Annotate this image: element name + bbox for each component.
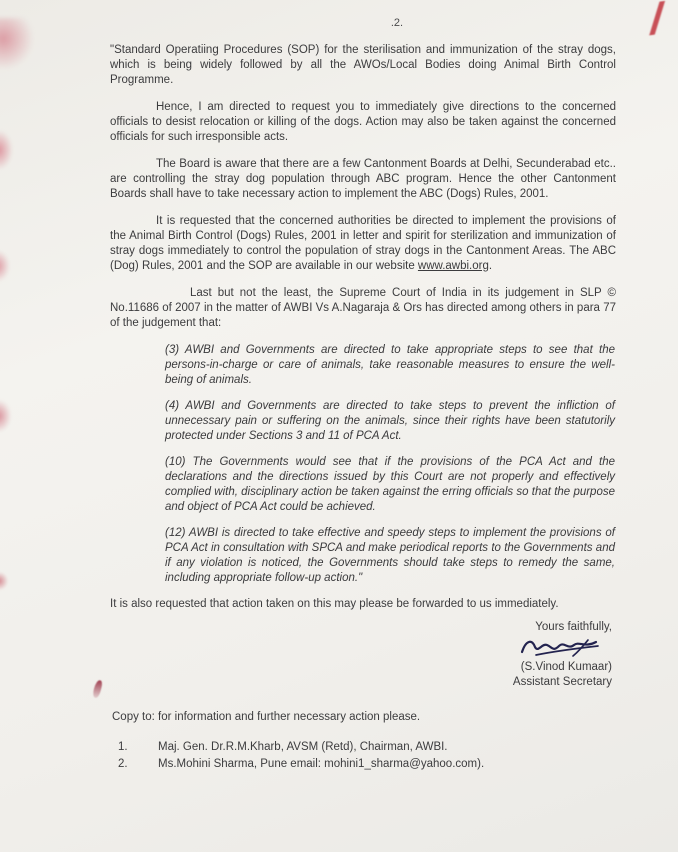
- paragraph-sop: "Standard Operatiing Procedures (SOP) for the sterilisation and immunization of the stray dogs, which is being widely followed by all the AWOs/Local Bodies doing Animal Birth Control Programme.: [110, 44, 616, 86]
- quote-paragraph-10: (10) The Governments would see that if the provisions of the PCA Act and the declarations and the directions issued by this Court are not properly and effectively complied with, disciplinary action be taken against the erring officials so that the purpose and object of PCA Act could be achieved.: [165, 456, 615, 513]
- recipient-row: [118, 757, 616, 772]
- pink-smudge-left-3: [0, 400, 11, 432]
- quote-paragraph-3: (3) AWBI and Governments are directed to take appropriate steps to see that the persons-in-charge or care of animals, take reasonable measures to ensure the well-being of animals.: [165, 344, 615, 386]
- pink-smudge-left-1: [0, 130, 13, 170]
- paragraph-action-taken: It is also requested that action taken on this may please be forwarded to us immediately.: [110, 598, 559, 610]
- red-smudge-left-4: [0, 572, 8, 590]
- recipient-text: Ms.Mohini Sharma, Pune email: mohini1_sharma@yahoo.com).: [158, 758, 485, 770]
- letter-body: [110, 16, 616, 774]
- copy-to-line: Copy to: for information and further necessary action please.: [112, 711, 421, 723]
- signature-title: Assistant Secretary: [512, 676, 612, 688]
- recipient-row: [118, 740, 616, 755]
- quote-paragraph-4: (4) AWBI and Governments are directed to take steps to prevent the infliction of unnecessary pain or suffering on the animals, since their rights have been statutorily protected under Sections 3 and 11 of PCA Act.: [165, 400, 615, 442]
- page-number: .2.: [390, 17, 404, 29]
- paragraph-requested: [110, 214, 616, 274]
- recipient-text: Maj. Gen. Dr.R.M.Kharb, AVSM (Retd), Chairman, AWBI.: [158, 741, 448, 753]
- recipient-number: 2.: [118, 758, 128, 770]
- signature-block: [442, 620, 612, 690]
- pink-smudge-top-left: [0, 18, 34, 70]
- paragraph-requested-period: .: [488, 260, 493, 272]
- red-pen-mark: [92, 679, 103, 698]
- paragraph-supreme-court: Last but not the least, the Supreme Court of India in its judgement in SLP © No.11686 of 2007 in the matter of AWBI Vs A.Nagaraja & Ors has directed among others in para 77 of the judgement that:: [110, 287, 616, 329]
- paragraph-board: The Board is aware that there are a few Cantonment Boards at Delhi, Secunderabad etc.. are controlling the stray dog population through ABC program. Hence the other Cantonment Boards shall have to take necessary action to implement the ABC (Dogs) Rules, 2001.: [110, 158, 616, 200]
- pink-smudge-left-2: [0, 250, 10, 282]
- handwritten-signature: [516, 636, 604, 658]
- paragraph-requested-text: It is requested that the concerned authorities be directed to implement the provisions of the Animal Birth Control (Dogs) Rules, 2001 in letter and spirit for sterilization and immunization of stray dogs immediately to control the population of stray dogs in the Cantonment Areas. The ABC (Dog) Rules, 2001 and the SOP are available in our website: [110, 215, 616, 272]
- quote-paragraph-12: (12) AWBI is directed to take effective and speedy steps to implement the provisions of PCA Act in consultation with SPCA and make periodical reports to the Governments and if any violation is noticed, the Governments should take steps to remedy the same, including appropriate follow-up action.": [165, 527, 615, 584]
- recipient-number: 1.: [118, 741, 128, 753]
- paragraph-hence: Hence, I am directed to request you to immediately give directions to the concerned officials to desist relocation or killing of the dogs. Action may also be taken against the concerned officials for such irresponsible acts.: [110, 101, 616, 143]
- signature-salutation: Yours faithfully,: [535, 621, 612, 633]
- signature-name: (S.Vinod Kumaar): [520, 661, 612, 673]
- awbi-website-link: www.awbi.org: [417, 260, 489, 272]
